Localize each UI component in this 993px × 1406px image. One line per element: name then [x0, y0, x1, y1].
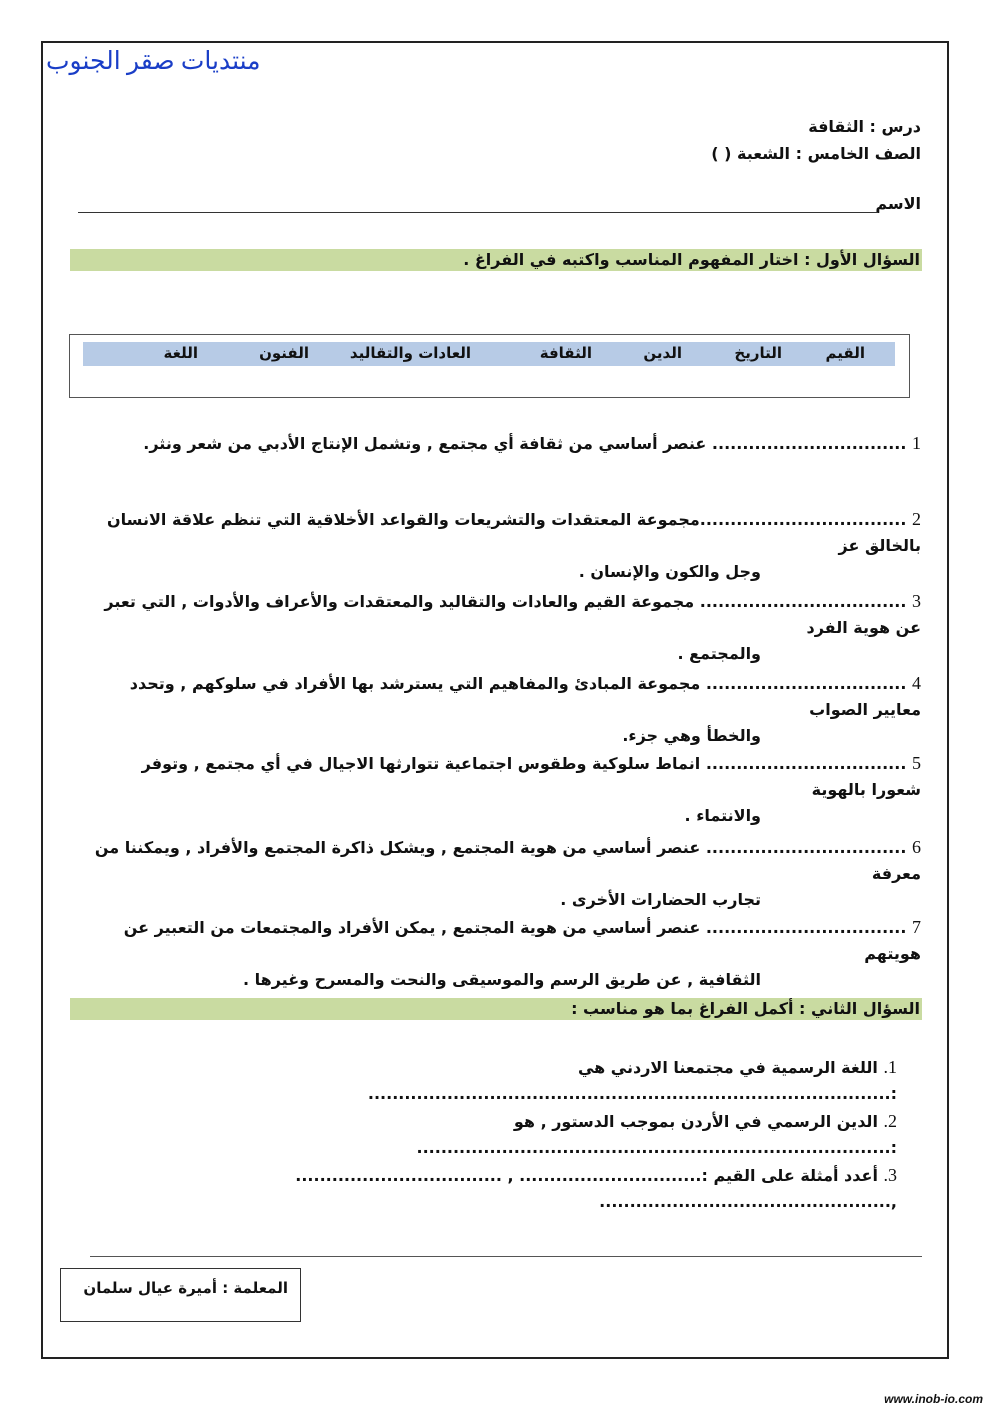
- list-item: [91, 506, 921, 585]
- list-item: [157, 1054, 897, 1107]
- item-text-cont: والخطأ وهي جزء.: [622, 726, 761, 745]
- item-number: 3: [912, 591, 921, 611]
- item-number: 1.: [883, 1057, 897, 1077]
- lesson-title: درس : الثقافة: [808, 117, 921, 136]
- item-number: 3.: [883, 1165, 897, 1185]
- word-bank: [69, 334, 910, 398]
- item-text: ................................. عنصر أساسي من هوية المجتمع , ويشكل ذاكرة المجتمع والأفراد , ويمكننا من معرفة: [94, 838, 921, 883]
- item-number: 6: [912, 837, 921, 857]
- item-text: ................................. عنصر أساسي من هوية المجتمع , يمكن الأفراد والمجتمعات من التعبير عن هويتهم: [123, 918, 921, 963]
- item-text: .................................. مجموعة القيم والعادات والتقاليد والمعتقدات والأعراف والأدوات , التي تعبر عن هوية الفرد: [104, 592, 921, 637]
- question2-title: السؤال الثاني : أكمل الفراغ بما هو مناسب :: [70, 998, 922, 1020]
- word-bank-item: الدين: [643, 344, 682, 362]
- item-text-cont: والانتماء .: [684, 806, 761, 825]
- word-bank-item: القيم: [825, 344, 865, 362]
- item-text-cont: تجارب الحضارات الأخرى .: [560, 890, 761, 909]
- item-text-cont: والمجتمع .: [677, 644, 761, 663]
- item-text: ................................. مجموعة المبادئ والمفاهيم التي يسترشد بها الأفراد في سلوكهم , وتحدد معايير الصواب: [129, 674, 921, 719]
- list-item: [91, 750, 921, 829]
- word-bank-bar: [83, 342, 895, 366]
- item-text-cont: وجل والكون والإنسان .: [578, 562, 761, 581]
- word-bank-item: اللغة: [163, 344, 198, 362]
- item-number: 4: [912, 673, 921, 693]
- item-number: 2: [912, 509, 921, 529]
- item-number: 1: [912, 433, 921, 453]
- item-text: ..................................مجموعة المعتقدات والتشريعات والقواعد الأخلاقية التي تنظم علاقة الانسان بالخالق عز: [107, 510, 921, 555]
- list-item: [91, 834, 921, 913]
- list-item: [91, 430, 921, 457]
- question1-title: السؤال الأول : اختار المفهوم المناسب واكتبه في الفراغ .: [70, 249, 922, 271]
- word-bank-item: التاريخ: [734, 344, 782, 362]
- list-item: [91, 670, 921, 749]
- grade-section: الصف الخامس : الشعبة ( ): [711, 144, 921, 163]
- signature-divider: [90, 1256, 922, 1257]
- name-line: [78, 212, 878, 213]
- item-text: الدين الرسمي في الأردن بموجب الدستور , هو :..............................................................................: [416, 1112, 897, 1157]
- item-text: ................................. انماط سلوكية وطقوس اجتماعية تتوارثها الاجيال في أي مجتمع , وتوفر شعورا بالهوية: [141, 754, 921, 799]
- item-text: أعدد أمثلة على القيم :.............................. , .................................. ,................................................: [295, 1166, 897, 1211]
- item-number: 5: [912, 753, 921, 773]
- item-text: اللغة الرسمية في مجتمعنا الاردني هي :......................................................................................: [367, 1058, 897, 1103]
- item-text-cont: الثقافية , عن طريق الرسم والموسيقى والنحت والمسرح وغيرها .: [242, 970, 761, 989]
- word-bank-item: الثقافة: [539, 344, 592, 362]
- list-item: [91, 914, 921, 993]
- footer-url: www.inob-io.com: [884, 1392, 983, 1406]
- name-label: الاسم: [875, 194, 921, 213]
- word-bank-item: العادات والتقاليد: [349, 344, 471, 362]
- item-number: 7: [912, 917, 921, 937]
- list-item: [91, 588, 921, 667]
- item-number: 2.: [883, 1111, 897, 1131]
- item-text: ................................ عنصر أساسي من ثقافة أي مجتمع , وتشمل الإنتاج الأدبي من شعر ونثر.: [143, 434, 907, 453]
- forum-title: منتديات صقر الجنوب: [46, 48, 261, 75]
- teacher-name-box: المعلمة : أميرة عيال سلمان: [60, 1268, 301, 1322]
- word-bank-item: الفنون: [259, 344, 309, 362]
- list-item: [137, 1162, 897, 1215]
- list-item: [157, 1108, 897, 1161]
